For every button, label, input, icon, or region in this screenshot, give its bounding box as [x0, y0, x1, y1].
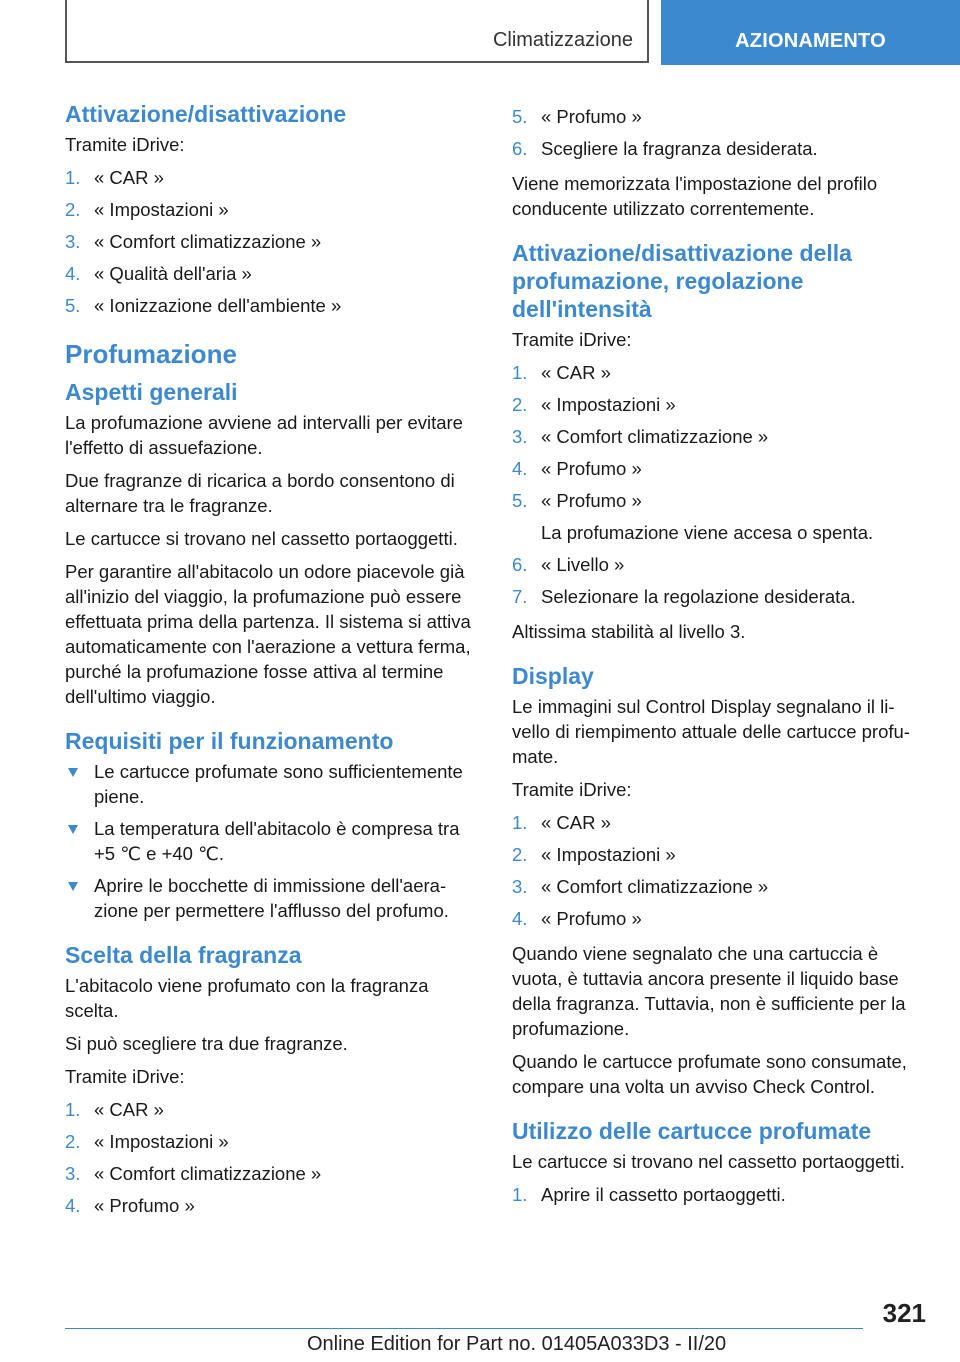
paragraph: Due fragranze di ricarica a bordo consentono di alternare tra le fragranze.: [65, 470, 455, 516]
step-number: 1.: [512, 362, 528, 383]
heading-attivazione-profumazione: Attivazione/disattivazione della profumazione, regolazione dell'intensità: [512, 240, 852, 322]
header-chapter-title: AZIONAMENTO: [735, 30, 886, 52]
step-number: 2.: [65, 199, 81, 220]
step-number: 3.: [65, 231, 81, 252]
step-number: 5.: [512, 106, 528, 127]
paragraph: Quando le cartucce profumate sono consumate, compare una volta un avviso Check Control.: [512, 1051, 907, 1097]
heading-requisiti: Requisiti per il funzionamento: [65, 728, 394, 754]
list-item: [512, 552, 930, 577]
step-number: 5.: [512, 490, 528, 511]
step-text: « Profumo »: [541, 458, 642, 479]
step-number: 3.: [65, 1163, 81, 1184]
step-text: « Livello »: [541, 554, 625, 575]
step-text: « Qualità dell'aria »: [94, 263, 252, 284]
page-header: [0, 0, 960, 66]
bullet-text: Le cartucce profumate sono sufficientemente piene.: [94, 761, 463, 807]
paragraph: Si può scegliere tra due fragranze.: [65, 1033, 348, 1054]
step-text: « Ionizzazione dell'ambiente »: [94, 295, 342, 316]
list-item: [65, 293, 483, 318]
right-column: [512, 100, 930, 1217]
steps-list-2: [65, 1097, 483, 1218]
step-number: 1.: [512, 1184, 528, 1205]
paragraph: Per garantire all'abitacolo un odore piacevole già all'inizio del viaggio, la profumazione può essere effettuata prima della partenza. Il sistema si attiva automaticamente con l'aerazione a vettura ferma, purché la profumazione fosse attiva al termine dell'ultimo viaggio.: [65, 561, 471, 707]
step-number: 4.: [65, 263, 81, 284]
step-text: « Impostazioni »: [94, 199, 229, 220]
step-text: « CAR »: [94, 1099, 164, 1120]
paragraph: La profumazione avviene ad intervalli per evitare l'effetto di assuefazione.: [65, 412, 463, 458]
list-item: [512, 136, 930, 161]
list-item: [65, 261, 483, 286]
paragraph-tramite: Tramite iDrive:: [512, 329, 632, 350]
step-number: 2.: [512, 844, 528, 865]
bullet-text: Aprire le bocchette di immissione dell'aera‐zione per permettere l'afflusso del profumo.: [94, 875, 449, 921]
heading-utilizzo-cartucce: Utilizzo delle cartucce profumate: [512, 1118, 872, 1144]
steps-list-3: [512, 360, 930, 609]
step-number: 4.: [512, 908, 528, 929]
step-text: « Profumo »: [541, 106, 642, 127]
step-number: 2.: [512, 394, 528, 415]
heading-profumazione: Profumazione: [65, 339, 237, 369]
paragraph: Viene memorizzata l'impostazione del profilo conducente utilizzato correntemente.: [512, 173, 878, 219]
footer-divider: [65, 1328, 863, 1329]
triangle-bullet-icon: [68, 768, 78, 777]
header-section-title: Climatizzazione: [492, 29, 633, 51]
list-item: [65, 816, 483, 866]
step-text: « Profumo »: [541, 490, 642, 511]
steps-list-2-continued: [512, 104, 930, 161]
list-item: [512, 488, 930, 545]
list-item: [512, 424, 930, 449]
step-number: 1.: [65, 167, 81, 188]
paragraph: Le cartucce si trovano nel cassetto portaoggetti.: [65, 528, 458, 549]
step-number: 6.: [512, 138, 528, 159]
list-item: [65, 873, 483, 923]
left-column: [65, 100, 483, 1228]
paragraph-tramite: Tramite iDrive:: [65, 134, 185, 155]
list-item: [512, 874, 930, 899]
paragraph: Le immagini sul Control Display segnalano il li‐vello di riempimento attuale delle cartucce profu‐mate.: [512, 696, 910, 767]
step-number: 1.: [65, 1099, 81, 1120]
step-text: « Comfort climatizzazione »: [94, 1163, 322, 1184]
step-text: « Impostazioni »: [541, 394, 676, 415]
heading-display: Display: [512, 663, 594, 689]
paragraph: L'abitacolo viene profumato con la fragranza scelta.: [65, 975, 429, 1021]
step-number: 3.: [512, 876, 528, 897]
list-item: [512, 456, 930, 481]
step-number: 5.: [65, 295, 81, 316]
step-text: « Comfort climatizzazione »: [541, 426, 769, 447]
list-item: [65, 1161, 483, 1186]
header-section-box: [65, 0, 649, 63]
paragraph-tramite: Tramite iDrive:: [65, 1066, 185, 1087]
list-item: [65, 165, 483, 190]
step-text: « Comfort climatizzazione »: [541, 876, 769, 897]
step-text: Selezionare la regolazione desiderata.: [541, 586, 856, 607]
step-number: 7.: [512, 586, 528, 607]
list-item: [65, 197, 483, 222]
step-subtext: La profumazione viene accesa o spenta.: [541, 522, 874, 543]
steps-list-1: [65, 165, 483, 318]
list-item: [65, 1129, 483, 1154]
heading-aspetti-generali: Aspetti generali: [65, 379, 238, 405]
step-number: 1.: [512, 812, 528, 833]
triangle-bullet-icon: [68, 825, 78, 834]
list-item: [65, 1097, 483, 1122]
paragraph-tramite: Tramite iDrive:: [512, 779, 632, 800]
list-item: [65, 229, 483, 254]
step-number: 2.: [65, 1131, 81, 1152]
step-number: 4.: [65, 1195, 81, 1216]
step-text: « Comfort climatizzazione »: [94, 231, 322, 252]
step-number: 4.: [512, 458, 528, 479]
list-item: [512, 104, 930, 129]
list-item: [512, 360, 930, 385]
step-text: « CAR »: [541, 812, 611, 833]
heading-attivazione: Attivazione/disattivazione: [65, 101, 347, 127]
list-item: [512, 906, 930, 931]
triangle-bullet-icon: [68, 882, 78, 891]
list-item: [512, 842, 930, 867]
heading-scelta-fragranza: Scelta della fragranza: [65, 942, 302, 968]
paragraph: Le cartucce si trovano nel cassetto portaoggetti.: [512, 1151, 905, 1172]
paragraph: Altissima stabilità al livello 3.: [512, 621, 746, 642]
step-text: « CAR »: [94, 167, 164, 188]
list-item: [512, 584, 930, 609]
bullet-text: La temperatura dell'abitacolo è compresa tra +5 ℃ e +40 ℃.: [94, 818, 460, 864]
footer-edition-text: Online Edition for Part no. 01405A033D3 - II/20: [307, 1333, 727, 1355]
step-text: Aprire il cassetto portaoggetti.: [541, 1184, 786, 1205]
step-text: « Profumo »: [541, 908, 642, 929]
step-text: « Impostazioni »: [541, 844, 676, 865]
step-number: 3.: [512, 426, 528, 447]
step-text: Scegliere la fragranza desiderata.: [541, 138, 818, 159]
list-item: [65, 1193, 483, 1218]
list-item: [512, 810, 930, 835]
requisiti-list: [65, 759, 483, 923]
steps-list-4: [512, 810, 930, 931]
list-item: [512, 392, 930, 417]
page-number: 321: [882, 1298, 926, 1328]
steps-list-5: [512, 1182, 930, 1207]
step-text: « CAR »: [541, 362, 611, 383]
list-item: [65, 759, 483, 809]
step-number: 6.: [512, 554, 528, 575]
paragraph: Quando viene segnalato che una cartuccia è vuota, è tuttavia ancora presente il liquido base della fragranza. Tuttavia, non è sufficiente per la profumazione.: [512, 943, 906, 1039]
header-chapter-tab[interactable]: [661, 0, 960, 65]
step-text: « Impostazioni »: [94, 1131, 229, 1152]
step-text: « Profumo »: [94, 1195, 195, 1216]
list-item: [512, 1182, 930, 1207]
